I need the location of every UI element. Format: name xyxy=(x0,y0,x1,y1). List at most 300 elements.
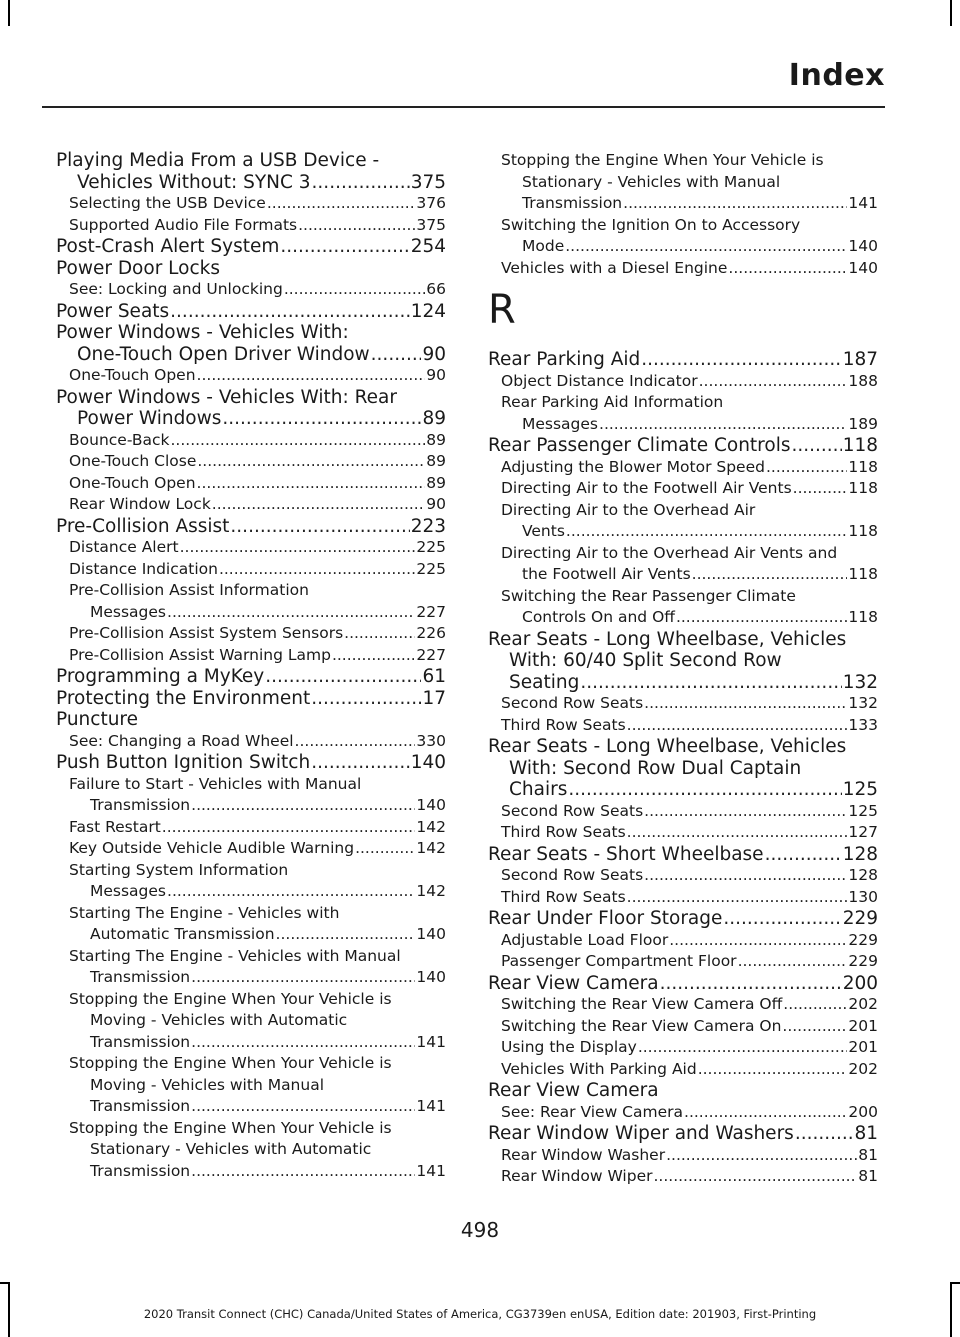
page-reference: 128 xyxy=(848,866,878,884)
leader-dots xyxy=(795,1123,854,1145)
entry-line xyxy=(488,1145,878,1167)
index-entry xyxy=(56,709,446,731)
entry-text: Power Seats xyxy=(56,300,170,322)
leader-dots xyxy=(312,172,410,194)
index-subentry xyxy=(488,371,878,393)
crop-mark-bottom-right-h xyxy=(950,1282,960,1284)
entry-line xyxy=(488,1123,878,1145)
entry-text: Messages xyxy=(522,414,599,433)
entry-text: Pre-Collision Assist Warning Lamp xyxy=(69,645,331,664)
entry-line xyxy=(56,924,446,946)
entry-text: Adjusting the Blower Motor Speed xyxy=(501,457,765,476)
leader-dots xyxy=(191,1161,415,1183)
page-reference: 141 xyxy=(848,194,878,212)
index-entry xyxy=(488,349,878,371)
index-subentry xyxy=(56,451,446,473)
leader-dots xyxy=(222,408,421,430)
page-reference: 189 xyxy=(848,414,878,433)
entry-text: Programming a MyKey xyxy=(56,666,265,687)
index-subentry xyxy=(56,494,446,516)
index-subentry xyxy=(488,1037,878,1059)
entry-line xyxy=(488,607,878,629)
leader-dots xyxy=(684,1102,847,1124)
entry-text: Push Button Ignition Switch xyxy=(56,752,311,773)
page-reference: 118 xyxy=(848,565,878,583)
entry-line xyxy=(56,688,446,710)
entry-line xyxy=(56,946,446,968)
index-entry xyxy=(56,322,446,365)
entry-text: Controls On and Off xyxy=(522,608,675,626)
entry-line xyxy=(488,414,878,436)
entry-line xyxy=(56,774,446,796)
leader-dots xyxy=(723,908,841,930)
index-entry xyxy=(488,736,878,801)
entry-text: Key Outside Vehicle Audible Warning xyxy=(69,839,355,857)
leader-dots xyxy=(298,215,415,237)
entry-line xyxy=(56,430,446,452)
index-subentry xyxy=(488,150,878,215)
entry-line xyxy=(488,715,878,737)
leader-dots xyxy=(171,430,426,452)
page-reference: 130 xyxy=(848,887,878,906)
leader-dots xyxy=(191,967,415,989)
page-reference: 140 xyxy=(416,925,446,943)
entry-text: Stopping the Engine When Your Vehicle is xyxy=(501,151,824,169)
entry-line xyxy=(56,623,446,645)
index-entry xyxy=(488,1080,878,1102)
page-reference: 226 xyxy=(416,624,446,642)
index-subentry xyxy=(488,1059,878,1081)
index-subentry xyxy=(488,457,878,479)
entry-text: Stopping the Engine When Your Vehicle is xyxy=(69,1118,392,1137)
page-reference: 127 xyxy=(848,823,878,841)
page-reference: 225 xyxy=(416,559,446,578)
entry-line xyxy=(56,559,446,581)
entry-text: Switching the Rear View Camera Off xyxy=(501,995,783,1013)
entry-line xyxy=(488,865,878,887)
leader-dots xyxy=(265,666,421,688)
entry-line xyxy=(56,365,446,387)
leader-dots xyxy=(311,752,409,774)
entry-line xyxy=(56,150,446,172)
entry-text: Rear Parking Aid Information xyxy=(501,393,724,411)
entry-line xyxy=(488,478,878,500)
index-subentry xyxy=(488,586,878,629)
leader-dots xyxy=(267,193,416,215)
entry-text: Messages xyxy=(90,882,167,900)
entry-line xyxy=(488,908,878,930)
entry-text: Distance Indication xyxy=(69,559,218,578)
leader-dots xyxy=(793,478,848,500)
index-subentry xyxy=(56,774,446,817)
index-subentry xyxy=(56,193,446,215)
entry-text: Second Row Seats xyxy=(501,866,644,884)
entry-text: Switching the Ignition On to Accessory xyxy=(501,215,801,234)
entry-text: Stopping the Engine When Your Vehicle is xyxy=(69,989,392,1008)
page-reference: 376 xyxy=(416,194,446,212)
entry-line xyxy=(56,1161,446,1183)
leader-dots xyxy=(654,1166,858,1188)
page-reference: 140 xyxy=(410,752,446,773)
leader-dots xyxy=(627,822,848,844)
page-reference: 140 xyxy=(416,796,446,814)
entry-text: Using the Display xyxy=(501,1038,637,1056)
entry-line xyxy=(56,473,446,495)
entry-text: Rear Window Wiper and Washers xyxy=(488,1123,794,1144)
index-subentry xyxy=(56,430,446,452)
entry-text: Rear Window Lock xyxy=(69,495,211,513)
leader-dots xyxy=(765,844,842,866)
page-reference: 17 xyxy=(422,687,446,709)
entry-text: Power Windows xyxy=(77,408,222,429)
leader-dots xyxy=(212,494,425,516)
index-entry xyxy=(488,908,878,930)
entry-text: Rear Under Floor Storage xyxy=(488,908,723,929)
entry-line xyxy=(56,301,446,323)
leader-dots xyxy=(565,236,847,258)
entry-text: Fast Restart xyxy=(69,817,161,836)
entry-text: Automatic Transmission xyxy=(90,925,275,943)
entry-line xyxy=(488,172,878,194)
leader-dots xyxy=(699,371,848,393)
entry-text: See: Locking and Unlocking xyxy=(69,280,283,298)
leader-dots xyxy=(599,414,847,436)
page-reference: 330 xyxy=(416,731,446,750)
entry-line xyxy=(56,602,446,624)
entry-text: Failure to Start - Vehicles with Manual xyxy=(69,774,362,793)
leader-dots xyxy=(191,1096,415,1118)
leader-dots xyxy=(344,623,415,645)
leader-dots xyxy=(627,715,848,737)
entry-line xyxy=(488,258,878,280)
page-reference: 375 xyxy=(410,171,446,193)
index-letter-heading xyxy=(488,281,878,339)
page-reference: 118 xyxy=(848,479,878,497)
page-reference: 118 xyxy=(848,457,878,476)
leader-dots xyxy=(276,924,416,946)
index-subentry xyxy=(488,693,878,715)
entry-line xyxy=(56,387,446,409)
entry-line xyxy=(488,887,878,909)
entry-text: Passenger Compartment Floor xyxy=(501,952,737,970)
index-subentry xyxy=(488,801,878,823)
entry-text: Stationary - Vehicles with Manual xyxy=(522,172,781,191)
index-subentry xyxy=(488,258,878,280)
index-subentry xyxy=(488,392,878,435)
leader-dots xyxy=(191,795,415,817)
entry-text: Messages xyxy=(90,602,167,621)
entry-text: Third Row Seats xyxy=(501,823,626,841)
entry-line xyxy=(56,215,446,237)
page-reference: 200 xyxy=(842,972,878,994)
index-subentry xyxy=(56,903,446,946)
page-number: 498 xyxy=(460,1218,500,1242)
page-reference: 125 xyxy=(842,779,878,800)
leader-dots xyxy=(197,365,426,387)
index-subentry xyxy=(488,715,878,737)
entry-line xyxy=(488,500,878,522)
entry-text: Puncture xyxy=(56,709,139,730)
page-reference: 89 xyxy=(426,430,446,449)
entry-text: Switching the Rear View Camera On xyxy=(501,1016,782,1035)
index-entry xyxy=(488,435,878,457)
entry-text: Directing Air to the Overhead Air Vents and xyxy=(501,543,838,562)
entry-text: Vehicles With Parking Aid xyxy=(501,1059,697,1078)
entry-line xyxy=(488,435,878,457)
page-reference: 188 xyxy=(848,371,878,390)
leader-dots xyxy=(641,349,841,371)
entry-text: One-Touch Close xyxy=(69,452,197,470)
page-reference: 142 xyxy=(416,839,446,857)
index-subentry xyxy=(488,930,878,952)
entry-line xyxy=(56,1139,446,1161)
entry-line xyxy=(56,817,446,839)
entry-text: Moving - Vehicles with Manual xyxy=(90,1075,325,1094)
leader-dots xyxy=(284,279,425,301)
index-entry xyxy=(488,629,878,694)
entry-line xyxy=(488,650,878,672)
entry-line xyxy=(488,236,878,258)
page-reference: 229 xyxy=(842,908,878,929)
index-entry xyxy=(56,752,446,774)
entry-line xyxy=(488,521,878,543)
page-reference: 128 xyxy=(842,843,878,865)
entry-text: Vehicles with a Diesel Engine xyxy=(501,258,728,277)
index-entry xyxy=(56,258,446,280)
entry-text: Stationary - Vehicles with Automatic xyxy=(90,1140,372,1158)
entry-text: Bounce-Back xyxy=(69,430,170,449)
leader-dots xyxy=(566,521,847,543)
entry-text: Selecting the USB Device xyxy=(69,194,266,212)
page-reference: 61 xyxy=(422,666,446,687)
entry-text: Rear Window Washer xyxy=(501,1145,666,1164)
entry-text: Rear Seats - Long Wheelbase, Vehicles xyxy=(488,628,847,650)
index-subentry xyxy=(56,215,446,237)
entry-line xyxy=(488,758,878,780)
entry-line xyxy=(488,1016,878,1038)
leader-dots xyxy=(311,688,421,710)
entry-line xyxy=(488,193,878,215)
index-subentry xyxy=(488,822,878,844)
page-reference: 141 xyxy=(416,1032,446,1051)
entry-text: Vents xyxy=(522,522,565,540)
leader-dots xyxy=(666,1145,857,1167)
leader-dots xyxy=(766,457,847,479)
entry-text: Starting The Engine - Vehicles with Manual xyxy=(69,946,401,965)
index-subentry xyxy=(488,1166,878,1188)
entry-line xyxy=(56,795,446,817)
entry-text: Rear View Camera xyxy=(488,1080,659,1101)
entry-line xyxy=(488,1080,878,1102)
index-entry xyxy=(488,973,878,995)
leader-dots xyxy=(167,881,415,903)
page-reference: 90 xyxy=(426,495,446,513)
crop-mark-top-right-v xyxy=(950,0,952,26)
page-reference: 89 xyxy=(422,408,446,429)
leader-dots xyxy=(728,258,847,280)
index-subentry xyxy=(488,478,878,500)
leader-dots xyxy=(627,887,848,909)
index-subentry xyxy=(56,559,446,581)
index-column-left xyxy=(56,150,446,1182)
entry-text: Chairs xyxy=(509,779,568,800)
leader-dots xyxy=(644,693,847,715)
leader-dots xyxy=(568,779,841,801)
entry-line xyxy=(488,1102,878,1124)
entry-line xyxy=(56,1118,446,1140)
entry-line xyxy=(488,736,878,758)
entry-line xyxy=(56,1010,446,1032)
index-entry xyxy=(56,150,446,193)
entry-line xyxy=(488,629,878,651)
entry-line xyxy=(488,994,878,1016)
entry-text: Seating xyxy=(509,671,580,693)
entry-text: Power Windows - Vehicles With: Rear xyxy=(56,386,397,408)
entry-text: Object Distance Indicator xyxy=(501,371,698,390)
entry-text: See: Rear View Camera xyxy=(501,1102,684,1121)
entry-line xyxy=(56,451,446,473)
entry-text: Moving - Vehicles with Automatic xyxy=(90,1011,348,1029)
entry-line xyxy=(56,1075,446,1097)
index-subentry xyxy=(488,887,878,909)
index-entry xyxy=(56,387,446,430)
entry-text: Protecting the Environment xyxy=(56,687,311,709)
index-subentry xyxy=(56,860,446,903)
index-subentry xyxy=(488,500,878,543)
entry-text: Adjustable Load Floor xyxy=(501,930,669,949)
entry-line xyxy=(488,150,878,172)
page-reference: 81 xyxy=(858,1145,878,1164)
index-subentry xyxy=(56,645,446,667)
entry-line xyxy=(56,881,446,903)
leader-dots xyxy=(644,865,847,887)
entry-line xyxy=(56,731,446,753)
entry-text: Rear View Camera xyxy=(488,972,659,994)
entry-text: See: Changing a Road Wheel xyxy=(69,731,294,750)
leader-dots xyxy=(783,994,847,1016)
entry-line xyxy=(56,172,446,194)
page-reference: 118 xyxy=(848,608,878,626)
leader-dots xyxy=(669,930,847,952)
leader-dots xyxy=(280,236,409,258)
entry-line xyxy=(56,344,446,366)
index-subentry xyxy=(56,279,446,301)
leader-dots xyxy=(791,435,841,457)
page-reference: 187 xyxy=(842,349,878,370)
entry-line xyxy=(488,543,878,565)
entry-text: Third Row Seats xyxy=(501,887,626,906)
index-entry xyxy=(488,1123,878,1145)
page-title: Index xyxy=(788,58,885,93)
entry-text: Starting System Information xyxy=(69,860,289,879)
entry-line xyxy=(488,930,878,952)
index-entry xyxy=(56,666,446,688)
page-reference: 202 xyxy=(848,995,878,1013)
entry-text: Pre-Collision Assist System Sensors xyxy=(69,624,344,642)
entry-text: Rear Seats - Long Wheelbase, Vehicles xyxy=(488,736,847,757)
entry-text: Directing Air to the Overhead Air xyxy=(501,500,756,519)
entry-line xyxy=(488,951,878,973)
index-subentry xyxy=(488,1145,878,1167)
index-subentry xyxy=(56,1118,446,1183)
page-reference: 140 xyxy=(848,258,878,277)
entry-line xyxy=(56,860,446,882)
entry-text: Stopping the Engine When Your Vehicle is xyxy=(69,1054,392,1072)
entry-text: Supported Audio File Formats xyxy=(69,215,298,234)
leader-dots xyxy=(167,602,415,624)
index-subentry xyxy=(56,989,446,1054)
entry-text: Mode xyxy=(522,237,565,255)
entry-text: With: 60/40 Split Second Row xyxy=(509,650,782,671)
page-reference: 125 xyxy=(848,801,878,820)
index-subentry xyxy=(56,946,446,989)
page-reference: 227 xyxy=(416,645,446,664)
index-subentry xyxy=(56,580,446,623)
leader-dots xyxy=(170,301,410,323)
entry-text: Starting The Engine - Vehicles with xyxy=(69,903,340,922)
entry-line xyxy=(488,822,878,844)
index-entry xyxy=(56,516,446,538)
entry-line xyxy=(56,193,446,215)
index-subentry xyxy=(56,731,446,753)
header-divider xyxy=(42,106,885,108)
page-reference: 89 xyxy=(426,452,446,470)
page-reference: 141 xyxy=(416,1097,446,1115)
page-reference: 201 xyxy=(848,1016,878,1035)
entry-text: Rear Parking Aid xyxy=(488,349,641,370)
index-column-right xyxy=(488,150,878,1188)
page-reference: 229 xyxy=(848,930,878,949)
leader-dots xyxy=(219,559,415,581)
leader-dots xyxy=(638,1037,848,1059)
entry-line xyxy=(488,1166,878,1188)
index-entry xyxy=(488,844,878,866)
leader-dots xyxy=(623,193,847,215)
page-reference: 89 xyxy=(426,473,446,492)
entry-line xyxy=(488,215,878,237)
page-reference: 140 xyxy=(416,968,446,986)
entry-line xyxy=(488,779,878,801)
entry-text: One-Touch Open xyxy=(69,473,196,492)
page-reference: 229 xyxy=(848,952,878,970)
leader-dots xyxy=(371,344,422,366)
page-reference: 81 xyxy=(858,1167,878,1185)
index-subentry xyxy=(488,1102,878,1124)
page-reference: 141 xyxy=(416,1161,446,1180)
entry-line xyxy=(56,903,446,925)
entry-text: One-Touch Open xyxy=(69,366,196,384)
entry-line xyxy=(56,1032,446,1054)
entry-line xyxy=(488,349,878,371)
entry-line xyxy=(56,322,446,344)
entry-line xyxy=(488,1059,878,1081)
entry-line xyxy=(488,371,878,393)
index-subentry xyxy=(56,838,446,860)
entry-line xyxy=(488,564,878,586)
page-reference: 118 xyxy=(848,522,878,540)
index-entry xyxy=(56,688,446,710)
leader-dots xyxy=(355,838,415,860)
page-reference: 81 xyxy=(854,1123,878,1144)
index-subentry xyxy=(56,1053,446,1118)
page-reference: 66 xyxy=(426,280,446,298)
leader-dots xyxy=(738,951,848,973)
entry-text: Transmission xyxy=(90,1032,191,1051)
page-reference: 90 xyxy=(422,343,446,365)
page-reference: 118 xyxy=(842,435,878,456)
entry-line xyxy=(56,967,446,989)
leader-dots xyxy=(295,731,416,753)
